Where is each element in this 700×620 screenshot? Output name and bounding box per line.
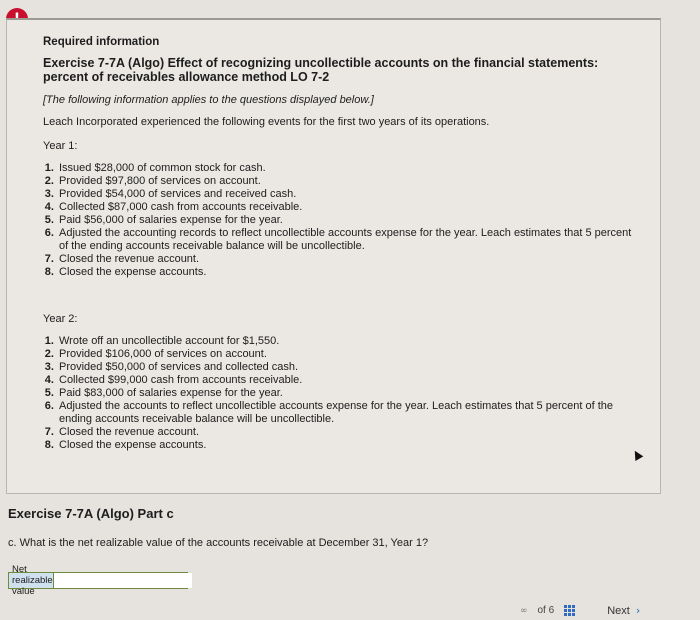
year1-events (43, 162, 640, 279)
list-item: 1. Wrote off an uncollectible account for $1,550. (57, 335, 640, 348)
list-item: 7. Closed the revenue account. (57, 426, 640, 439)
list-item: 7. Closed the revenue account. (57, 253, 640, 266)
list-item: 3. Provided $54,000 of services and received cash. (57, 188, 640, 201)
list-item: 8. Closed the expense accounts. (57, 266, 640, 279)
list-item: 2. Provided $106,000 of services on account. (57, 348, 640, 361)
exercise-title: Exercise 7-7A (Algo) Effect of recognizing uncollectible accounts on the financial statements: percent of receivables allowance method LO 7-2 (43, 56, 599, 84)
page-indicator (538, 605, 555, 616)
mouse-pointer-icon: ▲ (629, 445, 645, 463)
net-realizable-value-label: Net realizable value (9, 573, 54, 588)
required-information-panel (6, 18, 661, 494)
grid-icon[interactable] (564, 605, 575, 616)
answer-row (8, 564, 188, 597)
list-item: 5. Paid $83,000 of salaries expense for the year. (57, 387, 640, 400)
net-realizable-value-input[interactable] (54, 573, 192, 588)
list-item: 3. Provided $50,000 of services and collected cash. (57, 361, 640, 374)
footer-navigation (520, 604, 640, 617)
question-text: c. What is the net realizable value of the accounts receivable at December 31, Year 1? (8, 537, 429, 549)
list-item: 8. Closed the expense accounts. (57, 439, 640, 452)
year2-label: Year 2: (43, 313, 78, 325)
chevron-right-icon: › (635, 604, 641, 617)
info-note: [The following information applies to the questions displayed below.] (43, 94, 374, 106)
list-item: 4. Collected $87,000 cash from accounts receivable. (57, 201, 640, 214)
next-button[interactable] (607, 604, 640, 617)
link-icon[interactable]: ∞ (520, 605, 528, 616)
part-title: Exercise 7-7A (Algo) Part c (8, 506, 174, 521)
required-information-heading: Required information (43, 36, 160, 48)
list-item: 4. Collected $99,000 cash from accounts receivable. (57, 374, 640, 387)
page-indicator-text: of 6 (537, 605, 555, 616)
list-item: 1. Issued $28,000 of common stock for cash. (57, 162, 640, 175)
list-item: 6. Adjusted the accounts to reflect uncollectible accounts expense for the year. Leach estimates that 5 percent of the ending accounts receivable balance will be uncollectible. (57, 400, 640, 426)
list-item: 5. Paid $56,000 of salaries expense for the year. (57, 214, 640, 227)
list-item: 2. Provided $97,800 of services on account. (57, 175, 640, 188)
list-item: 6. Adjusted the accounting records to reflect uncollectible accounts expense for the year. Leach estimates that 5 percent of the ending accounts receivable balance will be uncollectible. (57, 227, 640, 253)
year2-events (43, 335, 640, 452)
year1-label: Year 1: (43, 140, 78, 152)
next-label: Next (607, 604, 630, 617)
intro-text: Leach Incorporated experienced the following events for the first two years of its operations. (43, 116, 490, 128)
